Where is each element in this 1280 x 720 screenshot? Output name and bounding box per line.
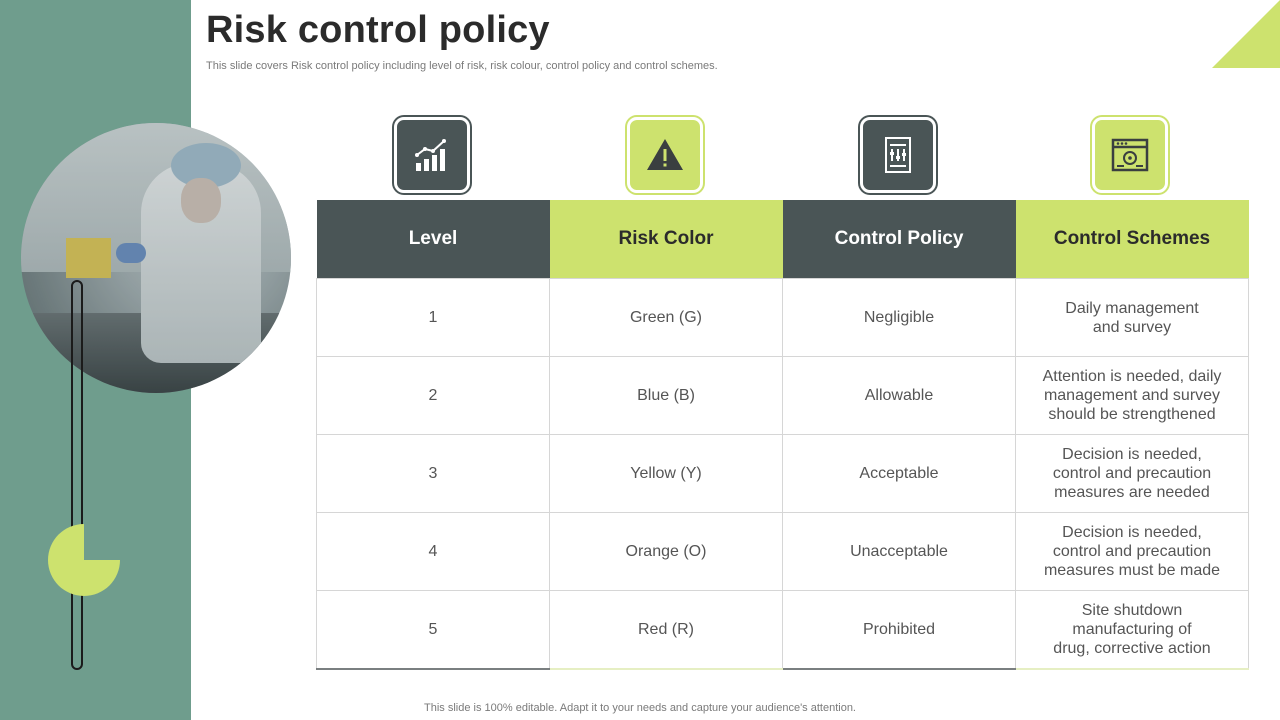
cell-level: 4 <box>317 513 550 591</box>
header-level: Level <box>317 200 550 279</box>
page-subtitle: This slide covers Risk control policy including level of risk, risk colour, control policy and control schemes. <box>206 60 718 72</box>
cell-control-scheme: Attention is needed, daily management and survey should be strengthened <box>1016 357 1249 435</box>
table-row <box>317 513 1249 591</box>
warning-icon <box>627 117 703 193</box>
growth-chart-icon <box>394 117 470 193</box>
report-document-icon <box>860 117 936 193</box>
header-control-schemes: Control Schemes <box>1016 200 1249 279</box>
table-header-row <box>317 200 1249 279</box>
risk-control-table <box>316 200 1249 670</box>
cell-control-scheme: Site shutdown manufacturing of drug, corrective action <box>1016 591 1249 670</box>
cell-risk-color: Blue (B) <box>550 357 783 435</box>
cell-control-scheme: Decision is needed, control and precaution measures are needed <box>1016 435 1249 513</box>
corner-triangle <box>1212 0 1280 68</box>
cell-level: 3 <box>317 435 550 513</box>
header-control-policy: Control Policy <box>783 200 1016 279</box>
cell-control-policy: Allowable <box>783 357 1016 435</box>
cell-risk-color: Red (R) <box>550 591 783 670</box>
footer-text: This slide is 100% editable. Adapt it to your needs and capture your audience's attention. <box>424 702 856 714</box>
cell-control-policy: Negligible <box>783 279 1016 357</box>
cell-risk-color: Orange (O) <box>550 513 783 591</box>
cell-level: 2 <box>317 357 550 435</box>
photo-shade <box>21 123 291 393</box>
cell-control-scheme: Decision is needed, control and precaution measures must be made <box>1016 513 1249 591</box>
cell-control-policy: Acceptable <box>783 435 1016 513</box>
cell-level: 1 <box>317 279 550 357</box>
cell-control-scheme: Daily management and survey <box>1016 279 1249 357</box>
table-row <box>317 279 1249 357</box>
cell-control-policy: Prohibited <box>783 591 1016 670</box>
table-row <box>317 591 1249 670</box>
lab-worker-photo <box>21 123 291 393</box>
page-title: Risk control policy <box>206 9 550 51</box>
web-radiation-icon <box>1092 117 1168 193</box>
table-row <box>317 435 1249 513</box>
cell-risk-color: Yellow (Y) <box>550 435 783 513</box>
cell-risk-color: Green (G) <box>550 279 783 357</box>
decorative-pie-shape <box>48 524 120 596</box>
header-risk-color: Risk Color <box>550 200 783 279</box>
footer-note <box>0 702 1280 714</box>
table-row <box>317 357 1249 435</box>
cell-level: 5 <box>317 591 550 670</box>
cell-control-policy: Unacceptable <box>783 513 1016 591</box>
decorative-bar <box>71 280 83 670</box>
